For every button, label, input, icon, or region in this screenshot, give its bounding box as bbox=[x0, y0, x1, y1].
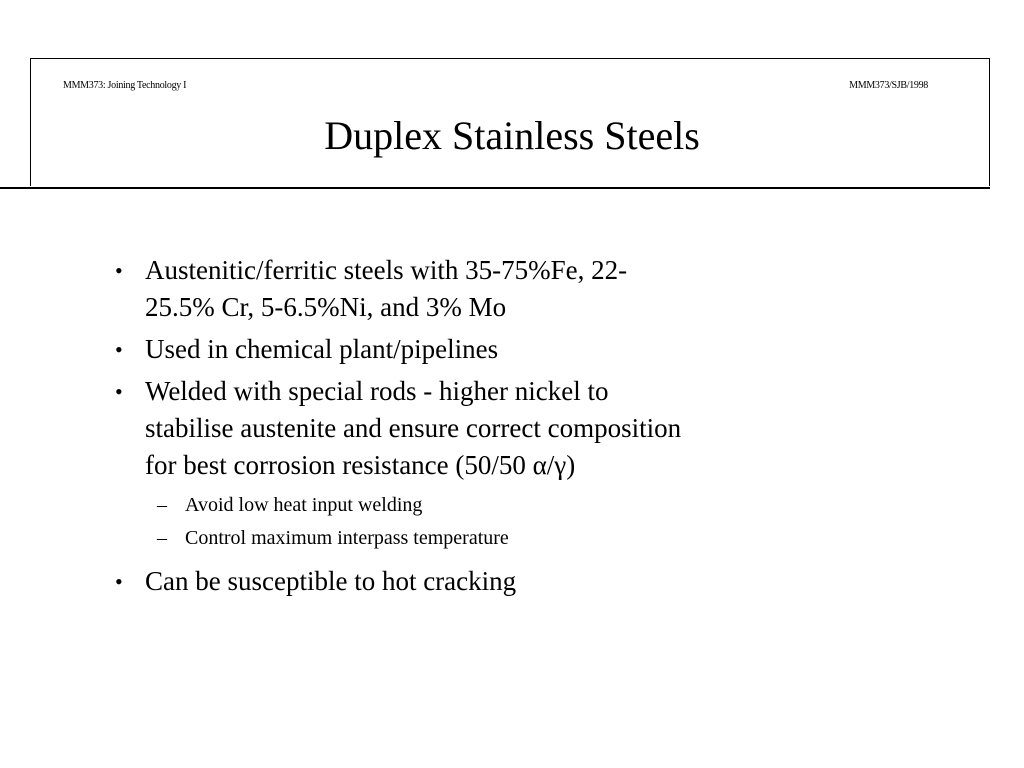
bullet-item-cracking bbox=[115, 563, 935, 600]
bullet-icon: • bbox=[115, 258, 123, 283]
header-course: MMM373: Joining Technology I bbox=[63, 80, 187, 91]
dash-icon: – bbox=[157, 494, 167, 516]
bullet-text-line: for best corrosion resistance (50/50 α/γ) bbox=[145, 450, 576, 480]
bullet-item-welding bbox=[115, 373, 935, 484]
sub-bullet-item bbox=[115, 489, 935, 522]
title-rule bbox=[0, 187, 990, 189]
sub-bullet-list bbox=[115, 489, 935, 555]
bullet-list bbox=[115, 252, 935, 605]
bullet-icon: • bbox=[115, 379, 123, 404]
bullet-text-line: Can be susceptible to hot cracking bbox=[145, 566, 517, 596]
bullet-text-line: 25.5% Cr, 5-6.5%Ni, and 3% Mo bbox=[145, 292, 507, 322]
bullet-item-usage bbox=[115, 331, 935, 368]
sub-bullet-item bbox=[115, 522, 935, 555]
bullet-icon: • bbox=[115, 337, 123, 362]
sub-bullet-text: Control maximum interpass temperature bbox=[185, 527, 509, 549]
bullet-text-line: Welded with special rods - higher nickel to bbox=[145, 376, 609, 406]
sub-bullet-text: Avoid low heat input welding bbox=[185, 494, 423, 516]
header-reference: MMM373/SJB/1998 bbox=[849, 80, 928, 91]
bullet-text-line: Used in chemical plant/pipelines bbox=[145, 334, 499, 364]
bullet-text-line: stabilise austenite and ensure correct composition bbox=[145, 413, 682, 443]
bullet-text-line: Austenitic/ferritic steels with 35-75%Fe, 22- bbox=[145, 255, 628, 285]
bullet-item-composition bbox=[115, 252, 935, 326]
dash-icon: – bbox=[157, 527, 167, 549]
slide-title: Duplex Stainless Steels bbox=[324, 113, 700, 158]
bullet-icon: • bbox=[115, 569, 123, 594]
